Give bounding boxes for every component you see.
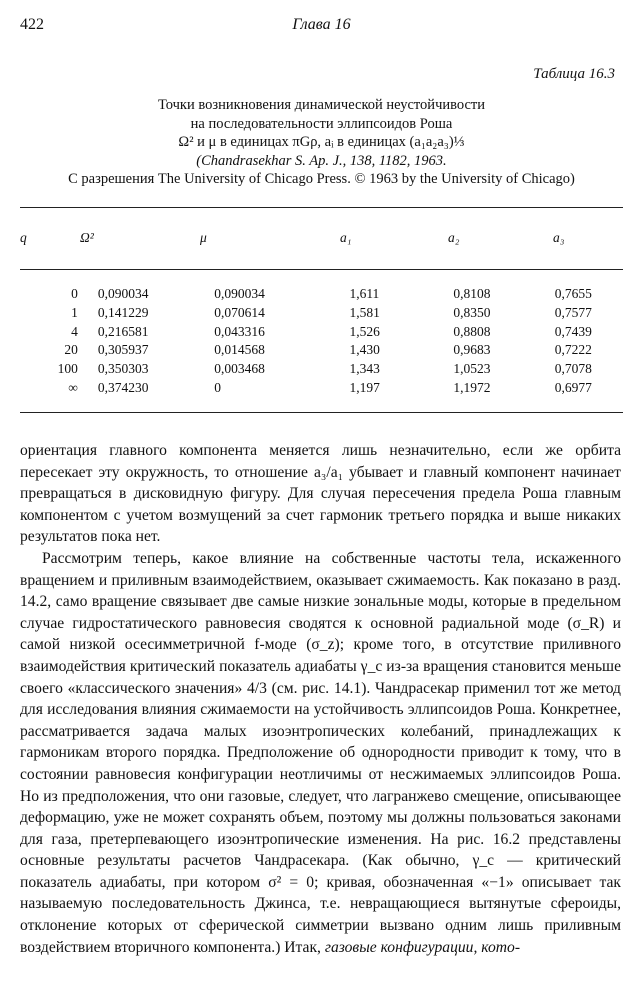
table-cell: 0,090034 (97, 286, 149, 302)
table-cell: 0,6977 (554, 379, 592, 395)
table-header (20, 230, 623, 246)
table-cell: 0,014568 (214, 342, 265, 358)
table-cell: 0,070614 (214, 305, 265, 321)
column-header: μ (200, 230, 207, 245)
table-cell: 1 (71, 305, 78, 321)
table-cell: 100 (57, 361, 78, 377)
table-cell: ∞ (68, 379, 78, 395)
table-cell: 1,526 (349, 323, 380, 339)
table-cell: 1,197 (349, 379, 380, 395)
table-cell: 1,611 (349, 286, 380, 302)
table-top-rule (20, 207, 623, 208)
table-header-rule (20, 269, 623, 270)
page-header (20, 16, 623, 42)
paragraph (20, 548, 621, 958)
table-cell: 0,8808 (453, 323, 491, 339)
table-cell: 0,7222 (554, 342, 592, 358)
table-cell: 1,343 (349, 361, 380, 377)
paragraph-text: Рассмотрим теперь, какое влияние на собственные частоты тела, искаженного вращением и приливным взаимодействием, оказывает сжимаемость. Как показано в разд. 14.2, само вращение связывает две самые низкие зональные моды, которые в предельном случае гидростатического равновесия сводятся к основной радиальной моде (σ_R) и самой низкой осесимметричной f-моде (σ_z); кроме того, в отсутствие приливного взаимодействия критический показатель адиабаты γ_c из-за вращения становится меньше своего «классического значения» 4/3 (см. рис. 14.1). Чандрасекар применил тот же метод для исследования влияния сжимаемости на устойчивость эллипсоидов Роша. Конкретнее, рассматривается задача малых изоэнтропических колебаний, принадлежащих к гармоникам второго порядка. Предположение об однородности приводит к тому, что в состоянии равновесия конфигурации неотличимы от несжимаемых эллипсоидов Роша. Но из предположения, что они газовые, следует, что лагранжево смещение, описывающее деформацию, уже не может сохранять объем, поэтому мы должны пользоваться законами для газа, претерпевающего изоэнтропические изменения. На рис. 16.2 представлены основные результаты расчетов Чандрасекара. (Как обычно, γ_c — критический показатель адиабаты, при котором σ² = 0; кривая, обозначенная «−1» описывает так называемую последовательность Джинса, т.е. невращающиеся вытянутые сфероиды, отклонение которых от сферической симметрии вызвано одним лишь приливным воздействием вторичного компонента.) Итак, (20, 549, 621, 956)
table-cell: 0,350303 (97, 361, 149, 377)
table-row (20, 360, 623, 379)
table-cell: 0,003468 (214, 361, 265, 377)
caption-line: С разрешения The University of Chicago Press. © 1963 by the University of Chicago) (68, 171, 575, 187)
table-caption (20, 96, 623, 189)
paragraph: ориентация главного компонента меняется лишь незначительно, если же орбита пересекает эту окружность, то отношение a₃/a₁ убывает и главный компонент начинает превращаться в дисковидную фигуру. Для случая пересечения предела Роша главным компонентом с учетом возмущений за счет гармоник третьего порядка и выше никаких результатов пока нет. (20, 442, 621, 546)
body-text (20, 440, 621, 958)
table-cell: 20 (64, 342, 78, 358)
table-cell: 1,1972 (453, 379, 491, 395)
table-body (20, 285, 623, 397)
table-cell: 0,7655 (554, 286, 592, 302)
italic-phrase: газовые конфигурации, кото- (324, 938, 521, 956)
table-cell: 0,7577 (554, 305, 592, 321)
table-cell: 0 (214, 379, 221, 395)
table-cell: 0,7439 (554, 323, 592, 339)
table-cell: 0,043316 (214, 323, 265, 339)
table-cell: 1,581 (349, 305, 380, 321)
table-cell: 0,8108 (453, 286, 491, 302)
table-cell: 0,090034 (214, 286, 265, 302)
table-cell: 1,0523 (453, 361, 491, 377)
table-label: Таблица 16.3 (533, 66, 615, 82)
table-row (20, 285, 623, 304)
caption-line: (Chandrasekhar S. Ap. J., 138, 1182, 1963. (196, 152, 447, 169)
column-header: a₂ (448, 230, 460, 245)
table-cell: 0,374230 (97, 379, 149, 395)
table-bottom-rule (20, 412, 623, 413)
column-header: Ω² (80, 230, 94, 245)
table-cell: 0,305937 (97, 342, 149, 358)
column-header: a₁ (340, 230, 352, 245)
table-cell: 0,141229 (97, 305, 149, 321)
table-cell: 0 (71, 286, 78, 302)
table-cell: 0,216581 (97, 323, 149, 339)
caption-line: Точки возникновения динамической неустойчивости (157, 97, 486, 113)
page-number: 422 (20, 16, 44, 33)
table-cell: 4 (71, 323, 78, 339)
column-header: q (20, 230, 27, 245)
caption-line: на последовательности эллипсоидов Роша (190, 115, 453, 132)
table-cell: 1,430 (349, 342, 380, 358)
table-row (20, 341, 623, 360)
running-title: Глава 16 (292, 16, 351, 33)
table-row (20, 378, 623, 397)
table-cell: 0,9683 (453, 342, 491, 358)
table-row (20, 304, 623, 323)
table-cell: 0,7078 (554, 361, 592, 377)
table-cell: 0,8350 (453, 305, 491, 321)
column-header: a₃ (553, 230, 565, 245)
table-row (20, 322, 623, 341)
caption-line: Ω² и μ в единицах πGρ, aᵢ в единицах (a₁a₂a₃)⅓ (178, 134, 465, 150)
